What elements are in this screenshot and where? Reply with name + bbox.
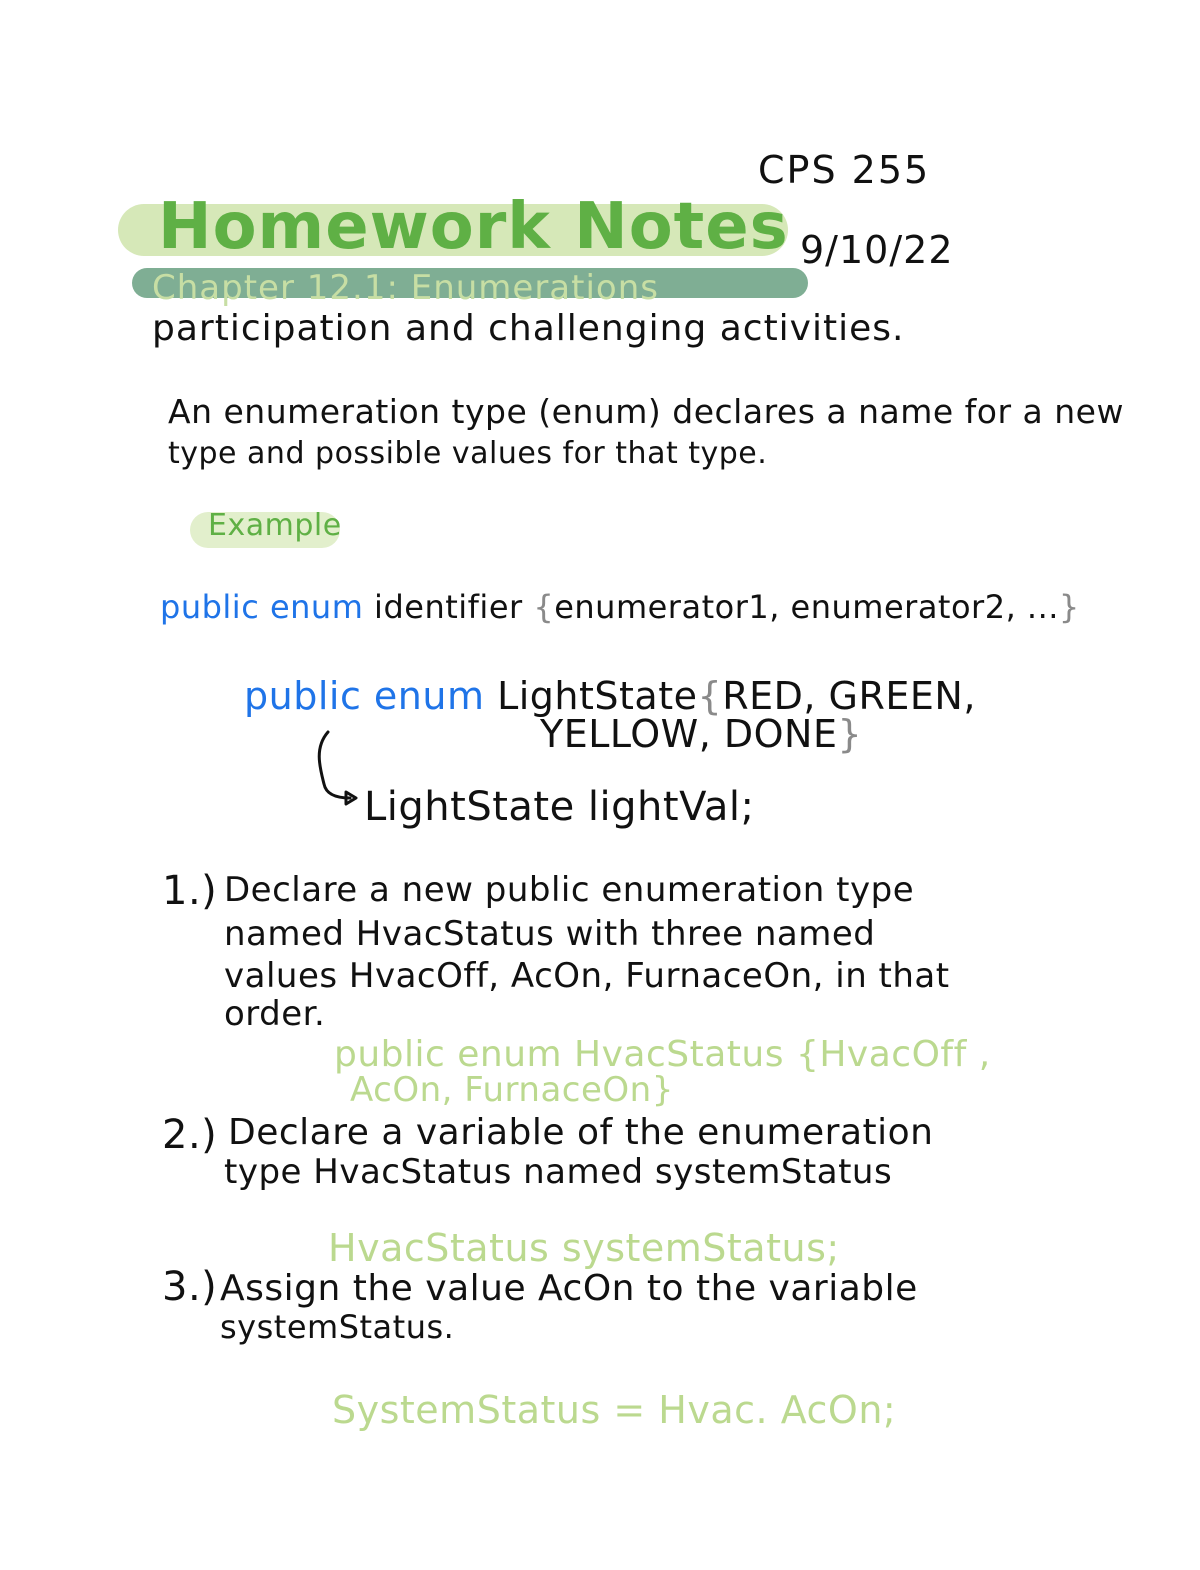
- syntax-identifier: identifier: [374, 588, 523, 626]
- hook-arrow-icon: [310, 728, 370, 808]
- example-label: Example: [208, 508, 342, 543]
- definition-line-2: type and possible values for that type.: [168, 436, 768, 471]
- course-code: CPS 255: [758, 148, 931, 192]
- chapter-heading: Chapter 12.1: Enumerations: [152, 268, 659, 308]
- answer-1-line-1: public enum HvacStatus {HvacOff ,: [334, 1034, 991, 1075]
- question-1-line-3: values HvacOff, AcOn, FurnaceOn, in that: [224, 956, 950, 996]
- syntax-enumerators: enumerator1, enumerator2, ...: [554, 588, 1059, 626]
- syntax-brace-close: }: [1058, 588, 1080, 626]
- question-2-line-2: type HvacStatus named systemStatus: [224, 1152, 893, 1192]
- answer-3: SystemStatus = Hvac. AcOn;: [332, 1388, 897, 1432]
- question-3-line-2: systemStatus.: [220, 1308, 455, 1346]
- question-1-line-4: order.: [224, 994, 326, 1034]
- page-title: Homework Notes: [158, 190, 789, 264]
- question-1-line-2: named HvacStatus with three named: [224, 914, 876, 954]
- answer-1-line-2: AcOn, FurnaceOn}: [350, 1070, 674, 1110]
- question-1-line-1: Declare a new public enumeration type: [224, 870, 915, 910]
- question-2-line-1: Declare a variable of the enumeration: [228, 1112, 934, 1153]
- example-brace-open: {: [697, 674, 723, 718]
- example-brace-close: }: [837, 712, 863, 756]
- example-type-name: LightState: [497, 674, 698, 718]
- example-keyword: public enum: [244, 674, 485, 718]
- example-values-2: YELLOW, DONE: [540, 712, 838, 756]
- question-3-line-1: Assign the value AcOn to the variable: [220, 1268, 918, 1309]
- answer-2: HvacStatus systemStatus;: [328, 1226, 840, 1270]
- example-declaration: LightState lightVal;: [364, 784, 755, 830]
- section-heading: participation and challenging activities.: [152, 308, 905, 349]
- syntax-brace-open: {: [533, 588, 555, 626]
- question-2-number: 2.): [162, 1112, 218, 1158]
- syntax-keyword: public enum: [160, 588, 364, 626]
- example-values-1: RED, GREEN,: [722, 674, 976, 718]
- question-3-number: 3.): [162, 1264, 218, 1310]
- example-code-line-2: [540, 712, 862, 756]
- question-1-number: 1.): [162, 868, 218, 914]
- note-date: 9/10/22: [800, 228, 954, 272]
- enum-syntax: [160, 588, 1080, 626]
- definition-line-1: An enumeration type (enum) declares a name for a new: [168, 392, 1124, 431]
